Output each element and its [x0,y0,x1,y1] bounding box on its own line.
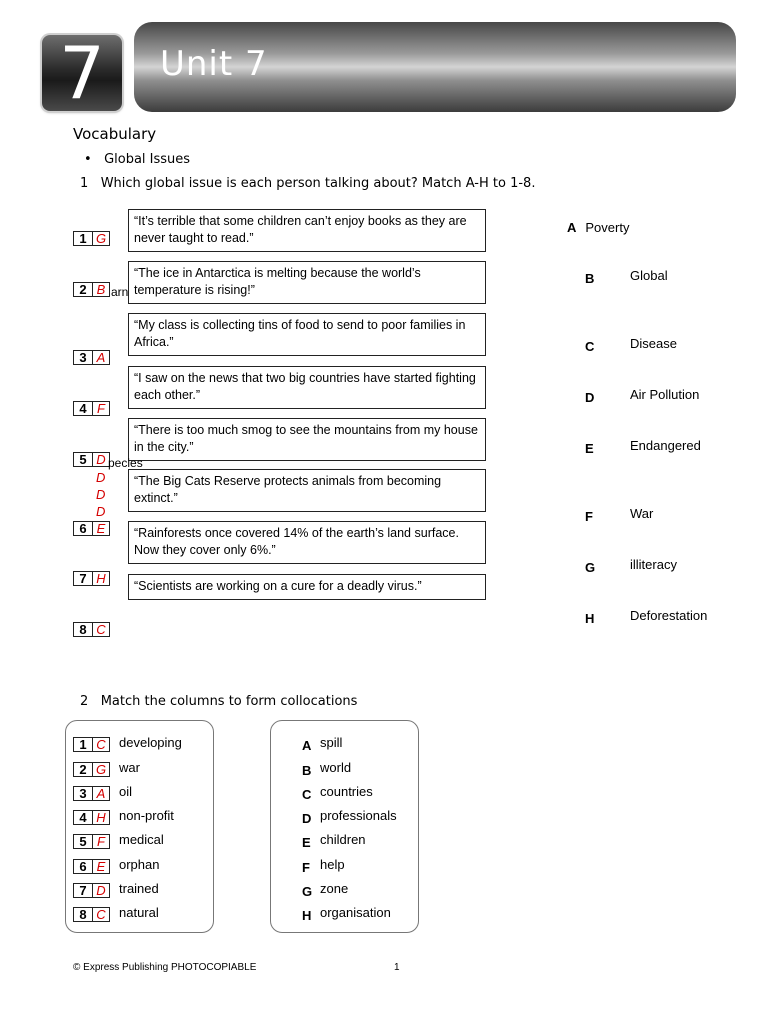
option-text: children [320,832,366,847]
option-letter: F [302,860,310,875]
item-number: 5 [74,835,93,848]
item-number: 6 [74,522,93,535]
answer-box[interactable] [73,834,110,849]
option-text: War [630,506,654,521]
item-number: 2 [74,763,93,776]
option-item [585,438,701,457]
option-item [585,557,677,576]
option-letter: B [302,763,312,778]
collocation-option [302,881,349,900]
handwritten-answer: D [96,470,106,485]
bullet-dot-icon: • [84,152,92,167]
answer-letter: E [96,859,106,874]
option-letter: F [585,509,593,524]
collocation-word: non-profit [119,808,174,823]
answer-letter: H [96,571,106,586]
answer-letter: D [96,883,106,898]
option-letter: E [302,835,311,850]
right-column-panel [270,720,419,933]
text-fragment: arn [111,285,129,299]
option-text: Endangered [630,438,701,453]
option-text: Deforestation [630,608,708,623]
answer-box[interactable] [73,401,110,416]
option-letter: D [302,811,312,826]
option-letter: G [585,560,596,575]
collocation-word: developing [119,735,182,750]
collocation-word: medical [119,832,164,847]
footer-copyright: © Express Publishing PHOTOCOPIABLE [73,962,257,973]
instruction-text: Match the columns to form collocations [100,694,358,709]
answer-box[interactable] [73,521,110,536]
page-title: Unit 7 [160,44,268,84]
exercise-number: 1 [80,176,89,191]
page-number: 1 [394,962,400,973]
answer-box[interactable] [73,571,110,586]
option-letter: B [585,271,595,286]
option-item [585,608,708,627]
answer-letter: C [96,622,106,637]
answer-box[interactable] [73,737,110,752]
answer-letter: G [95,762,107,777]
collocation-option [302,808,397,827]
option-item [585,506,654,525]
item-number: 2 [74,283,93,296]
answer-letter: G [95,231,107,246]
option-letter: H [585,611,595,626]
item-number: 7 [74,572,93,585]
answer-letter: A [96,350,106,365]
option-letter: C [302,787,312,802]
item-number: 1 [74,232,93,245]
exercise-2-instruction [80,694,357,709]
quote-box: “The ice in Antarctica is melting because the world’s temperature is rising!” [128,261,486,304]
item-number: 5 [74,453,93,466]
answer-box[interactable] [73,859,110,874]
bullet-label: Global Issues [104,152,191,167]
collocation-word: war [119,760,140,775]
answer-letter: F [97,401,105,416]
instruction-text: Which global issue is each person talking about? Match A-H to 1-8. [100,176,536,191]
collocation-option [302,735,343,754]
answer-letter: C [96,737,106,752]
option-text: Air Pollution [630,387,700,402]
item-number: 1 [74,738,93,751]
collocation-option [302,784,373,803]
option-text: spill [320,735,343,750]
text-fragment: pecies [108,456,143,470]
answer-box[interactable] [73,452,110,467]
answer-box[interactable] [73,231,110,246]
collocation-word: orphan [119,857,160,872]
answer-box[interactable] [73,810,110,825]
option-letter: A [567,220,577,235]
item-number: 4 [74,811,93,824]
handwritten-answer: D [96,487,106,502]
bullet-item [84,152,190,167]
collocation-option [302,857,345,876]
option-letter: A [302,738,312,753]
collocation-option [302,760,352,779]
item-number: 6 [74,860,93,873]
option-text: professionals [320,808,397,823]
option-text: help [320,857,345,872]
option-letter: C [585,339,595,354]
option-text: countries [320,784,373,799]
answer-letter: F [97,834,105,849]
option-text: Global [630,268,668,283]
answer-letter: H [96,810,106,825]
option-letter: E [585,441,594,456]
answer-letter: B [96,282,106,297]
answer-box[interactable] [73,282,110,297]
item-number: 8 [74,908,93,921]
collocation-word: trained [119,881,159,896]
option-text: organisation [320,905,391,920]
option-letter: D [585,390,595,405]
option-letter: H [302,908,312,923]
option-letter: G [302,884,313,899]
quote-box: “My class is collecting tins of food to send to poor families in Africa.” [128,313,486,356]
answer-letter: D [96,452,106,467]
collocation-option [302,832,366,851]
item-number: 3 [74,351,93,364]
answer-box[interactable] [73,350,110,365]
option-item [585,387,700,406]
option-text: Disease [630,336,677,351]
option-item [585,268,668,287]
item-number: 8 [74,623,93,636]
option-text: Poverty [585,220,630,235]
quote-box: “It’s terrible that some children can’t enjoy books as they are never taught to read.” [128,209,486,252]
handwritten-answer: D [96,504,106,519]
answer-box[interactable] [73,883,110,898]
quote-box: “The Big Cats Reserve protects animals from becoming extinct.” [128,469,486,512]
option-item [585,336,677,355]
option-text: illiteracy [630,557,677,572]
quote-box: “Rainforests once covered 14% of the earth’s land surface. Now they cover only 6%.” [128,521,486,564]
answer-box[interactable] [73,786,110,801]
answer-box[interactable] [73,907,110,922]
answer-box[interactable] [73,622,110,637]
answer-letter: C [96,907,106,922]
collocation-word: oil [119,784,133,799]
item-number: 4 [74,402,93,415]
answer-box[interactable] [73,762,110,777]
quote-box: “There is too much smog to see the mountains from my house in the city.” [128,418,486,461]
option-text: zone [320,881,349,896]
unit-number-badge: 7 [42,35,122,111]
option-text: world [320,760,352,775]
collocation-option [302,905,391,924]
exercise-1-instruction [80,176,535,191]
answer-letter: E [96,521,106,536]
quote-box: “I saw on the news that two big countries have started fighting each other.” [128,366,486,409]
collocation-word: natural [119,905,159,920]
section-title: Vocabulary [73,125,157,143]
quote-box: “Scientists are working on a cure for a deadly virus.” [128,574,486,600]
item-number: 3 [74,787,93,800]
exercise-number: 2 [80,694,89,709]
item-number: 7 [74,884,93,897]
answer-letter: A [96,786,106,801]
option-item [567,217,629,236]
